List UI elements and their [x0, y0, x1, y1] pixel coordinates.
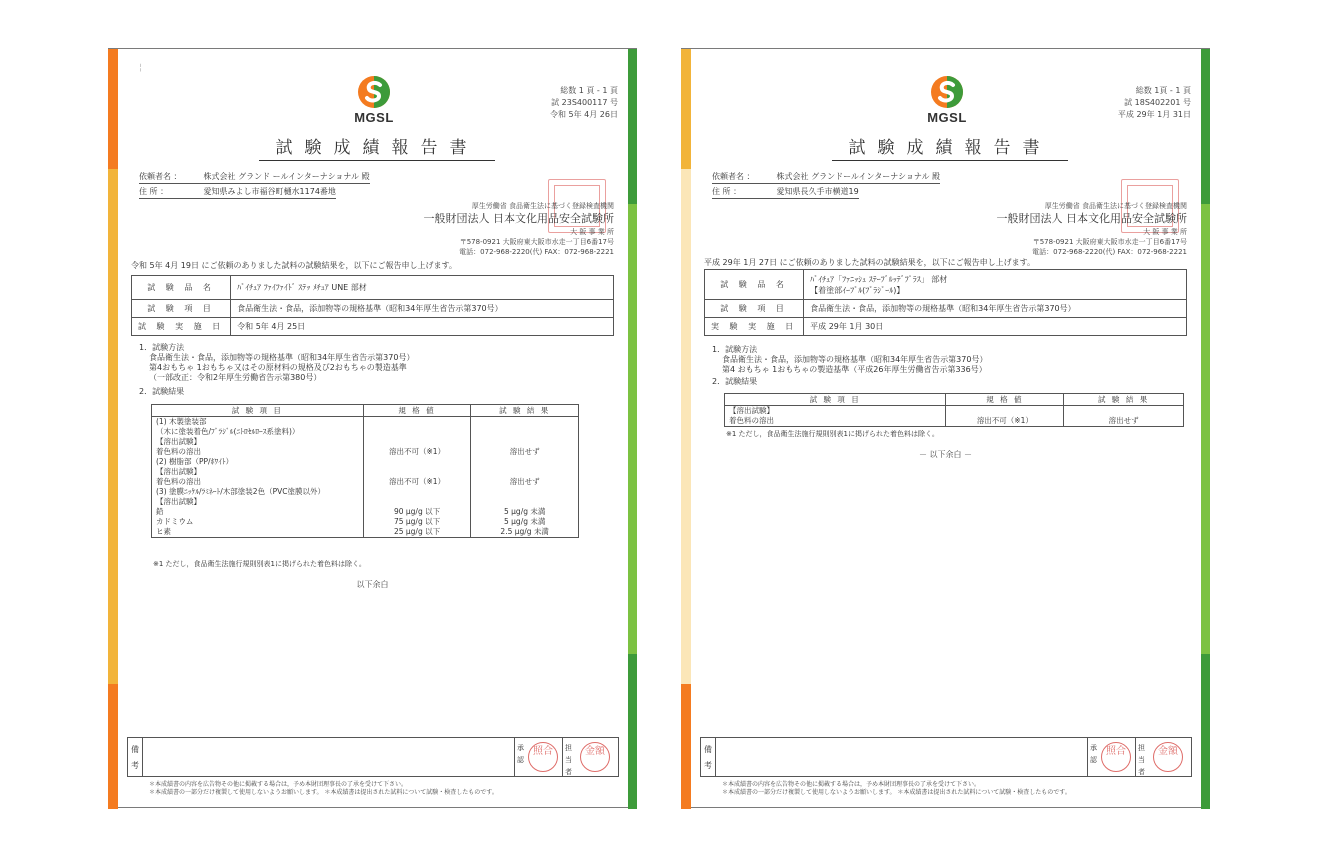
results-cell-item: (2) 樹脂部（PP/ﾎﾜｲﾄ） — [152, 457, 364, 467]
issuer-registration: 厚生労働省 食品衛生法に基づく登録検査機関 — [1044, 202, 1187, 210]
stamp-divider — [514, 738, 515, 776]
results-table — [724, 393, 1184, 427]
left-color-bar — [681, 49, 691, 169]
issuer-address: 〒578-0921 大阪府東大阪市水走一丁目6番17号 — [459, 238, 614, 246]
results-row — [152, 467, 579, 477]
results-row — [152, 477, 579, 487]
stamp-label-approval: 承認 — [517, 744, 524, 764]
results-cell-item: 【溶出試験】 — [152, 437, 364, 447]
results-cell-res — [471, 417, 579, 428]
results-header: 試 験 結 果 — [471, 405, 579, 417]
results-cell-res: 溶出せず — [1064, 416, 1184, 427]
results-title: 2．試験結果 — [139, 387, 185, 396]
results-row — [152, 427, 579, 437]
results-cell-item: （木に塗装着色/ﾌﾞﾗｼﾞﾙ(ﾆﾄﾛｾﾙﾛｰｽ系塗料)） — [152, 427, 364, 437]
document-title: 試験成績報告書 — [259, 133, 495, 161]
client-name-line — [139, 171, 370, 184]
report-number: 試 23S400117 号 — [551, 98, 618, 107]
info-row — [705, 318, 1187, 336]
client-value: 株式会社 グランド ールインターナショナル 殿 — [203, 172, 370, 181]
results-row — [725, 406, 1184, 417]
results-cell-std — [363, 467, 471, 477]
right-color-bar — [1201, 204, 1210, 654]
right-color-bar — [628, 654, 637, 809]
results-cell-res: 2.5 μg/g 未満 — [471, 527, 579, 538]
results-cell-std: 溶出不可（※1） — [946, 416, 1064, 427]
results-row — [152, 447, 579, 457]
results-row — [152, 527, 579, 538]
results-cell-std — [946, 406, 1064, 417]
info-value: 食品衛生法・食品，添加物等の規格基準（昭和34年厚生省告示第370号） — [804, 300, 1187, 318]
footer-line: ＊本成績書の一部分だけ複製して使用しないようお願いします。 ＊本成績書は提出された試料について試験・検査したものです。 — [149, 789, 498, 796]
logo-wordmark: MGSL — [354, 110, 394, 125]
results-cell-std — [363, 497, 471, 507]
issuer-block — [937, 201, 1187, 257]
right-color-bar — [1201, 654, 1210, 809]
address-value: 愛知県みよし市福谷町樋水1174番地 — [203, 187, 336, 196]
intro-sentence: 平成 29年 1月 27日 にご依頼のありました試料の試験結果を，以下にご報告申し上げます。 — [704, 258, 1035, 267]
footer-line: ＊本成績書の内容を広告物その他に掲載する場合は，予め本財団理事長の了承を受けて下さい。 — [722, 781, 981, 788]
stamp-divider — [562, 738, 563, 776]
method-line: 第4おもちゃ 1おもちゃ又はその原材料の規格及び2おもちゃの製造基準 — [149, 363, 407, 372]
remarks-label: 備考 — [704, 745, 712, 770]
stamp-label-approval: 承認 — [1090, 744, 1097, 764]
info-value: 平成 29年 1月 30日 — [804, 318, 1187, 336]
results-cell-std — [363, 427, 471, 437]
results-cell-item: カドミウム — [152, 517, 364, 527]
method-title: 1．試験方法 — [712, 345, 758, 354]
logo-wordmark: MGSL — [927, 110, 967, 125]
results-header: 規 格 値 — [946, 394, 1064, 406]
issuer-phone: 電話：072-968-2220(代) FAX：072-968-2221 — [459, 248, 614, 256]
info-value: 食品衛生法・食品，添加物等の規格基準（昭和34年厚生省告示第370号） — [231, 300, 614, 318]
address-line — [712, 186, 859, 199]
results-cell-item: 鉛 — [152, 507, 364, 517]
issuer-branch: 大 阪 事 業 所 — [1143, 228, 1187, 236]
results-cell-std: 90 μg/g 以下 — [363, 507, 471, 517]
address-label: 住 所 ： — [139, 187, 169, 196]
results-cell-std — [363, 437, 471, 447]
staff-stamp: 金額 — [580, 742, 610, 772]
stamp-label-staff: 担当者 — [1138, 744, 1145, 776]
results-cell-std: 溶出不可（※1） — [363, 447, 471, 457]
info-row — [705, 270, 1187, 300]
remarks-label: 備考 — [131, 745, 139, 770]
results-cell-item: ヒ素 — [152, 527, 364, 538]
left-color-bar — [108, 169, 118, 684]
left-color-bar — [108, 684, 118, 809]
info-row — [132, 300, 614, 318]
footer-notes — [149, 781, 498, 797]
info-row — [132, 318, 614, 336]
info-row — [132, 276, 614, 300]
document-title: 試験成績報告書 — [832, 133, 1068, 161]
results-cell-std — [363, 457, 471, 467]
client-value: 株式会社 グランドールインターナショナル 殿 — [776, 172, 941, 181]
info-label: 試 験 項 目 — [132, 300, 231, 318]
results-cell-std: 25 μg/g 以下 — [363, 527, 471, 538]
info-label: 実 験 実 施 日 — [705, 318, 804, 336]
results-cell-std: 溶出不可（※1） — [363, 477, 471, 487]
right-color-bar — [628, 49, 637, 204]
results-cell-item: (3) 塗膜ﾆｯｹﾙ/ﾗﾐﾈｰﾄ/木部塗装2色（PVC塗膜以外） — [152, 487, 364, 497]
issuer-block — [364, 201, 614, 257]
mgsl-logo — [349, 75, 399, 135]
footer-line: ＊本成績書の一部分だけ複製して使用しないようお願いします。 ＊本成績書は提出された試料について試験・検査したものです。 — [722, 789, 1071, 796]
results-header: 試 験 結 果 — [1064, 394, 1184, 406]
results-cell-item: 【溶出試験】 — [152, 467, 364, 477]
results-row — [152, 487, 579, 497]
info-value: ﾊﾞｲﾁｭｱ ﾌｧｲﾌｧｲﾄﾞ ｽﾃｯ ﾒﾁｭｱ UNE 部材 — [231, 276, 614, 300]
report-date: 平成 29年 1月 31日 — [1117, 110, 1191, 119]
results-cell-item: 【溶出試験】 — [152, 497, 364, 507]
sample-info-table — [704, 269, 1187, 336]
footer-line: ＊本成績書の内容を広告物その他に掲載する場合は，予め本財団理事長の了承を受けて下さい。 — [149, 781, 408, 788]
results-cell-std — [363, 417, 471, 428]
approval-stamp: 照合 — [1101, 742, 1131, 772]
method-line: 第4 おもちゃ 1おもちゃの製造基準（平成26年厚生労働省告示第336号） — [722, 365, 987, 374]
method-title: 1．試験方法 — [139, 343, 185, 352]
reference-number-block — [1118, 85, 1191, 121]
issuer-address: 〒578-0921 大阪府東大阪市水走一丁目6番17号 — [1032, 238, 1187, 246]
remarks-box — [700, 737, 1192, 777]
results-cell-std: 75 μg/g 以下 — [363, 517, 471, 527]
results-title: 2．試験結果 — [712, 377, 758, 386]
report-number: 試 18S402201 号 — [1124, 98, 1191, 107]
results-cell-res — [471, 437, 579, 447]
stamp-divider — [1087, 738, 1088, 776]
method-line: （一部改正：令和2年厚生労働省告示第380号） — [149, 373, 322, 382]
method-line: 食品衛生法・食品，添加物等の規格基準（昭和34年厚生省告示第370号） — [149, 353, 415, 362]
results-cell-res — [471, 467, 579, 477]
stamp-label-staff: 担当者 — [565, 744, 572, 776]
remarks-box — [127, 737, 619, 777]
footnote: ※1 ただし，食品衛生法施行規則別表1に掲げられた着色料は除く。 — [153, 560, 366, 568]
client-label: 依頼者名 ： — [712, 172, 755, 181]
report-sheet-right — [681, 48, 1210, 808]
results-row — [152, 507, 579, 517]
remarks-divider — [142, 738, 143, 776]
left-color-bar — [681, 169, 691, 684]
info-label: 試 験 項 目 — [705, 300, 804, 318]
left-color-bar — [681, 684, 691, 809]
results-cell-res: 溶出せず — [471, 477, 579, 487]
address-line — [139, 186, 336, 199]
results-row — [152, 497, 579, 507]
results-cell-res: 5 μg/g 未満 — [471, 517, 579, 527]
results-header-row — [725, 394, 1184, 406]
mgsl-logo-icon — [357, 75, 391, 109]
issuer-registration: 厚生労働省 食品衛生法に基づく登録検査機関 — [471, 202, 614, 210]
address-value: 愛知県長久手市横道19 — [776, 187, 859, 196]
staff-stamp: 金額 — [1153, 742, 1183, 772]
right-color-bar — [1201, 49, 1210, 204]
results-row — [152, 517, 579, 527]
issuer-organization: 一般財団法人 日本文化用品安全試験所 — [996, 212, 1187, 225]
results-cell-item: (1) 木製塗装部 — [152, 417, 364, 428]
page-count: 総数 1頁 - 1 頁 — [1135, 86, 1191, 95]
client-name-line — [712, 171, 940, 184]
results-cell-res — [471, 497, 579, 507]
page-count: 総数 1 頁 - 1 頁 — [560, 86, 618, 95]
results-cell-res — [471, 487, 579, 497]
results-table — [151, 404, 579, 538]
intro-sentence: 令和 5年 4月 19日 にご依頼のありました試料の試験結果を，以下にご報告申し上げます。 — [131, 261, 457, 270]
report-sheet-left — [108, 48, 637, 808]
approval-stamp: 照合 — [528, 742, 558, 772]
test-method-section — [712, 345, 987, 387]
results-cell-res — [471, 427, 579, 437]
punch-mark: ¦ — [139, 63, 143, 73]
mgsl-logo — [922, 75, 972, 135]
results-header: 試 験 項 目 — [152, 405, 364, 417]
end-marker: 以下余白 — [356, 580, 389, 589]
test-method-section — [139, 343, 414, 397]
results-cell-std — [363, 487, 471, 497]
results-cell-res — [1064, 406, 1184, 417]
issuer-branch: 大 阪 事 業 所 — [570, 228, 614, 236]
info-label: 試 験 品 名 — [705, 270, 804, 300]
results-cell-res: 5 μg/g 未満 — [471, 507, 579, 517]
results-cell-item: 【溶出試験】 — [725, 406, 946, 417]
results-row — [152, 437, 579, 447]
method-line: 食品衛生法・食品，添加物等の規格基準（昭和34年厚生省告示第370号） — [722, 355, 988, 364]
footnote: ※1 ただし，食品衛生法施行規則別表1に掲げられた着色料は除く。 — [726, 430, 939, 438]
results-cell-res: 溶出せず — [471, 447, 579, 457]
issuer-phone: 電話：072-968-2220(代) FAX：072-968-2221 — [1032, 248, 1187, 256]
results-row — [725, 416, 1184, 427]
reference-number-block — [550, 85, 618, 121]
results-cell-item: 着色料の溶出 — [152, 477, 364, 487]
sample-info-table — [131, 275, 614, 336]
client-label: 依頼者名 ： — [139, 172, 182, 181]
results-header: 試 験 項 目 — [725, 394, 946, 406]
results-row — [152, 457, 579, 467]
info-row — [705, 300, 1187, 318]
info-value: ﾊﾞｲﾁｭｱ「ﾌｧﾆｯｼｭ ｽﾃｰﾌﾞﾙｯﾃﾞﾌﾟﾗｽ」 部材 【着塗部ｲｰﾌﾞﾙ(ﾌﾞﾗｼﾞｰﾙ)】 — [804, 270, 1187, 300]
remarks-divider — [715, 738, 716, 776]
left-color-bar — [108, 49, 118, 169]
issuer-organization: 一般財団法人 日本文化用品安全試験所 — [423, 212, 614, 225]
info-label: 試 験 品 名 — [132, 276, 231, 300]
results-header-row — [152, 405, 579, 417]
results-row — [152, 417, 579, 428]
footer-notes — [722, 781, 1071, 797]
end-marker: － 以下余白 － — [918, 450, 973, 459]
address-label: 住 所 ： — [712, 187, 742, 196]
results-header: 規 格 値 — [363, 405, 471, 417]
stamp-divider — [1135, 738, 1136, 776]
results-cell-item: 着色料の溶出 — [725, 416, 946, 427]
results-cell-item: 着色料の溶出 — [152, 447, 364, 457]
info-label: 試 験 実 施 日 — [132, 318, 231, 336]
report-date: 令和 5年 4月 26日 — [550, 110, 618, 119]
mgsl-logo-icon — [930, 75, 964, 109]
info-value: 令和 5年 4月 25日 — [231, 318, 614, 336]
results-cell-res — [471, 457, 579, 467]
